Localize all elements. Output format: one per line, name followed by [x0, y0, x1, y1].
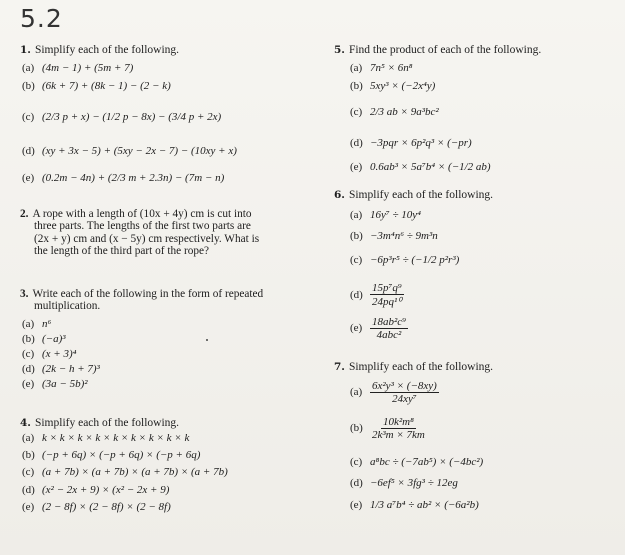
- q6-item-a: (a) 16y⁷ ÷ 10y⁴: [350, 209, 421, 221]
- q3-item-e: (e) (3a − 5b)²: [22, 378, 88, 390]
- q5-item-b: (b) 5xy³ × (−2x⁴y): [350, 80, 436, 92]
- question-3: 3. Write each of the following in the form of repeated multiplication.: [20, 288, 264, 313]
- q1-item-c: (c) (2/3 p + x) − (1/2 p − 8x) − (3/4 p + 2x): [22, 111, 222, 123]
- question-1: [20, 44, 179, 56]
- q3-item-c: (c) (x + 3)⁴: [22, 348, 77, 360]
- stray-mark: [206, 339, 208, 341]
- q7-item-a: (a) $\frac{\text{6x²y³ × (−8xy)}}{\text{24xy⁷}}$: [350, 380, 437, 405]
- q1-item-e: (e) (0.2m − 4n) + (2/3 m + 2.3n) − (7m − n): [22, 172, 225, 184]
- question-4: 4. Simplify each of the following.: [20, 417, 180, 429]
- q1-item-d: (d) (xy + 3x − 5) + (5xy − 2x − 7) − (10xy + x): [22, 145, 237, 157]
- question-5: 5. Find the product of each of the following.: [334, 44, 542, 56]
- q6-item-e: (e) $\frac{\text{18ab²c⁹}}{\text{4abc²}}$: [350, 316, 407, 341]
- q7-item-e: (e) 1/3 a⁷b⁴ ÷ ab² × (−6a²b): [350, 499, 479, 511]
- question-6: 6. Simplify each of the following.: [334, 189, 494, 201]
- q3-item-b: (b) (−a)³: [22, 333, 66, 345]
- q3-item-d: (d) (2k − h + 7)³: [22, 363, 100, 375]
- q3-item-a: (a) n⁶: [22, 318, 52, 330]
- q1-item-a: (a) (4m − 1) + (5m + 7): [22, 62, 134, 74]
- q6-item-b: (b) −3m⁴n⁶ ÷ 9m³n: [350, 230, 438, 242]
- q7-item-b: (b) $\frac{\text{10k²m⁸}}{\text{2k³m × 7km}}$: [350, 416, 425, 441]
- q4-item-e: (e) (2 − 8f) × (2 − 8f) × (2 − 8f): [22, 501, 171, 513]
- q4-item-a: (a) k × k × k × k × k × k × k × k × k: [22, 432, 190, 444]
- q5-item-c: (c) 2/3 ab × 9a³bc²: [350, 106, 439, 118]
- q4-item-d: (d) (x² − 2x + 9) × (x² − 2x + 9): [22, 484, 170, 496]
- q6-item-d: (d) $\frac{\text{15p⁷q⁹}}{\text{24pq¹⁰}}$: [350, 282, 402, 308]
- handwritten-section-number: 5.2: [20, 4, 63, 33]
- question-number: 1.: [20, 44, 31, 56]
- question-7: 7. Simplify each of the following.: [334, 361, 494, 373]
- q4-item-b: (b) (−p + 6q) × (−p + 6q) × (−p + 6q): [22, 449, 201, 461]
- q7-item-d: (d) −6ef⁵ × 3fg³ ÷ 12eg: [350, 477, 458, 489]
- q5-item-e: (e) 0.6ab³ × 5a⁷b⁴ × (−1/2 ab): [350, 161, 491, 173]
- question-prompt: Simplify each of the following.: [34, 44, 180, 56]
- question-2: 2. A rope with a length of (10x + 4y) cm is cut into three parts. The lengths of the first two parts are (2x + y) cm and (x − 5y) cm respectively. What is the length of the third part of the rope?: [20, 208, 260, 257]
- q6-item-c: (c) −6p³r⁵ ÷ (−1/2 p²r³): [350, 254, 460, 266]
- q1-item-b: (b) (6k + 7) + (8k − 1) − (2 − k): [22, 80, 171, 92]
- q5-item-a: (a) 7n⁵ × 6n⁸: [350, 62, 413, 74]
- q4-item-c: (c) (a + 7b) × (a + 7b) × (a + 7b) × (a + 7b): [22, 466, 228, 478]
- q7-item-c: (c) a⁸bc ÷ (−7ab⁵) × (−4bc²): [350, 456, 484, 468]
- q5-item-d: (d) −3pqr × 6p²q³ × (−pr): [350, 137, 472, 149]
